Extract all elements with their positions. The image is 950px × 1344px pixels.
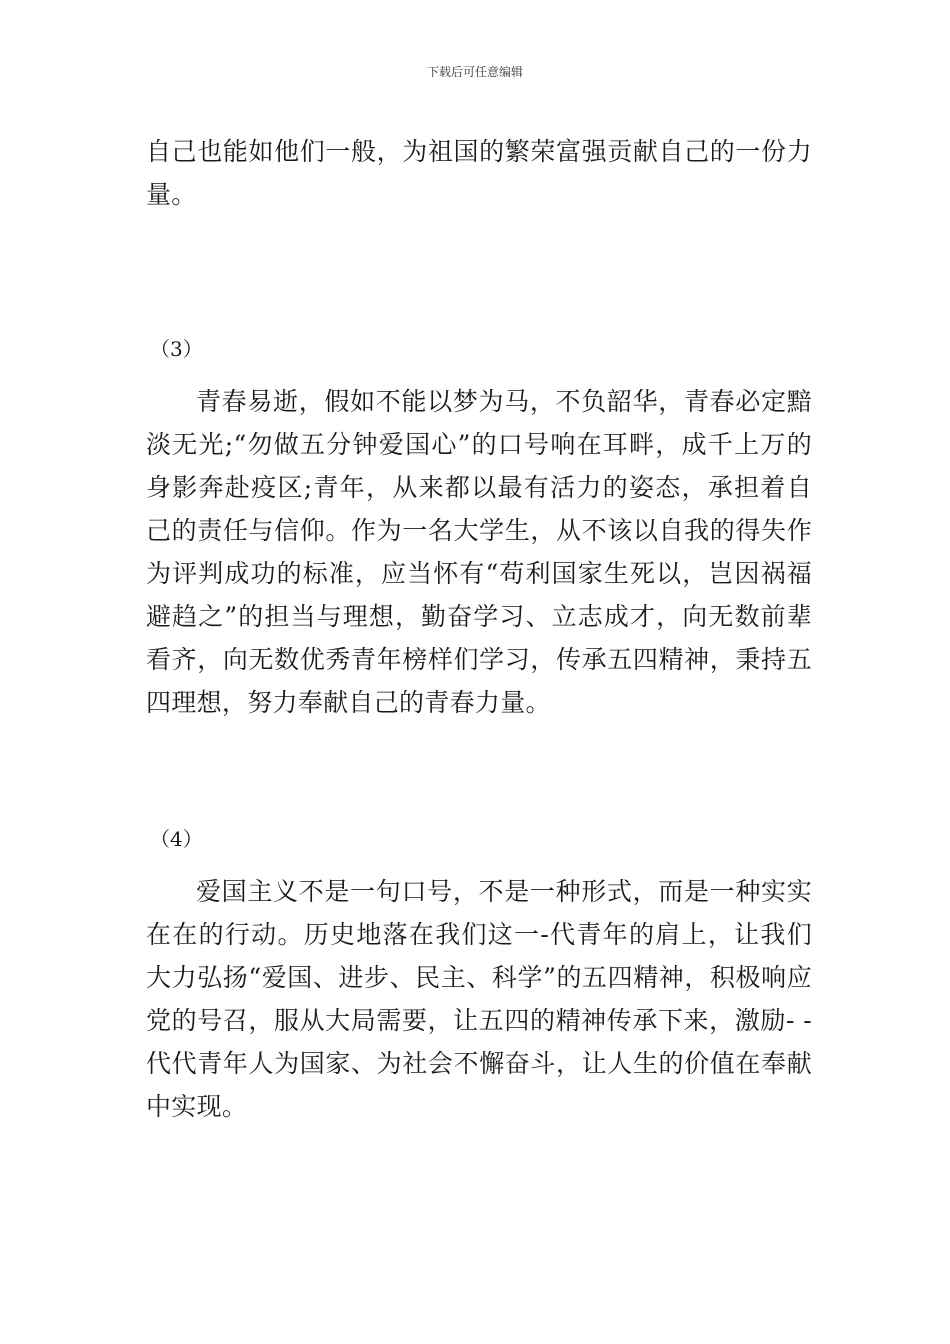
paragraph-section-4: 爱国主义不是一句口号，不是一种形式，而是一种实实在在的行动。历史地落在我们这一-代青年的肩上，让我们大力弘扬“爱国、进步、民主、科学”的五四精神，积极响应党的号召，服从大局需要，让五四的精神传承下来，激励- -代代青年人为国家、为社会不懈奋斗，让人生的价值在奉献中实现。 [146, 877, 812, 1121]
spacer [146, 216, 812, 334]
section-number-3: （3） [150, 337, 203, 361]
spacer [146, 364, 812, 380]
page-header: 下载后可任意编辑 [426, 65, 523, 79]
spacer [146, 724, 812, 824]
section-number-4: （4） [150, 827, 203, 851]
paragraph-section-3: 青春易逝，假如不能以梦为马，不负韶华，青春必定黯淡无光;“勿做五分钟爱国心”的口号响在耳畔，成千上万的身影奔赴疫区;青年，从来都以最有活力的姿态，承担着自己的责任与信仰。作为一名大学生，从不该以自我的得失作为评判成功的标准，应当怀有“苟利国家生死以，岂因祸福避趋之”的担当与理想，勤奋学习、立志成才，向无数前辈看齐，向无数优秀青年榜样们学习，传承五四精神，秉持五四理想，努力奉献自己的青春力量。 [146, 387, 812, 717]
document-body [146, 130, 812, 1128]
paragraph-continuation: 自己也能如他们一般，为祖国的繁荣富强贡献自己的一份力量。 [146, 137, 812, 209]
spacer [146, 854, 812, 870]
